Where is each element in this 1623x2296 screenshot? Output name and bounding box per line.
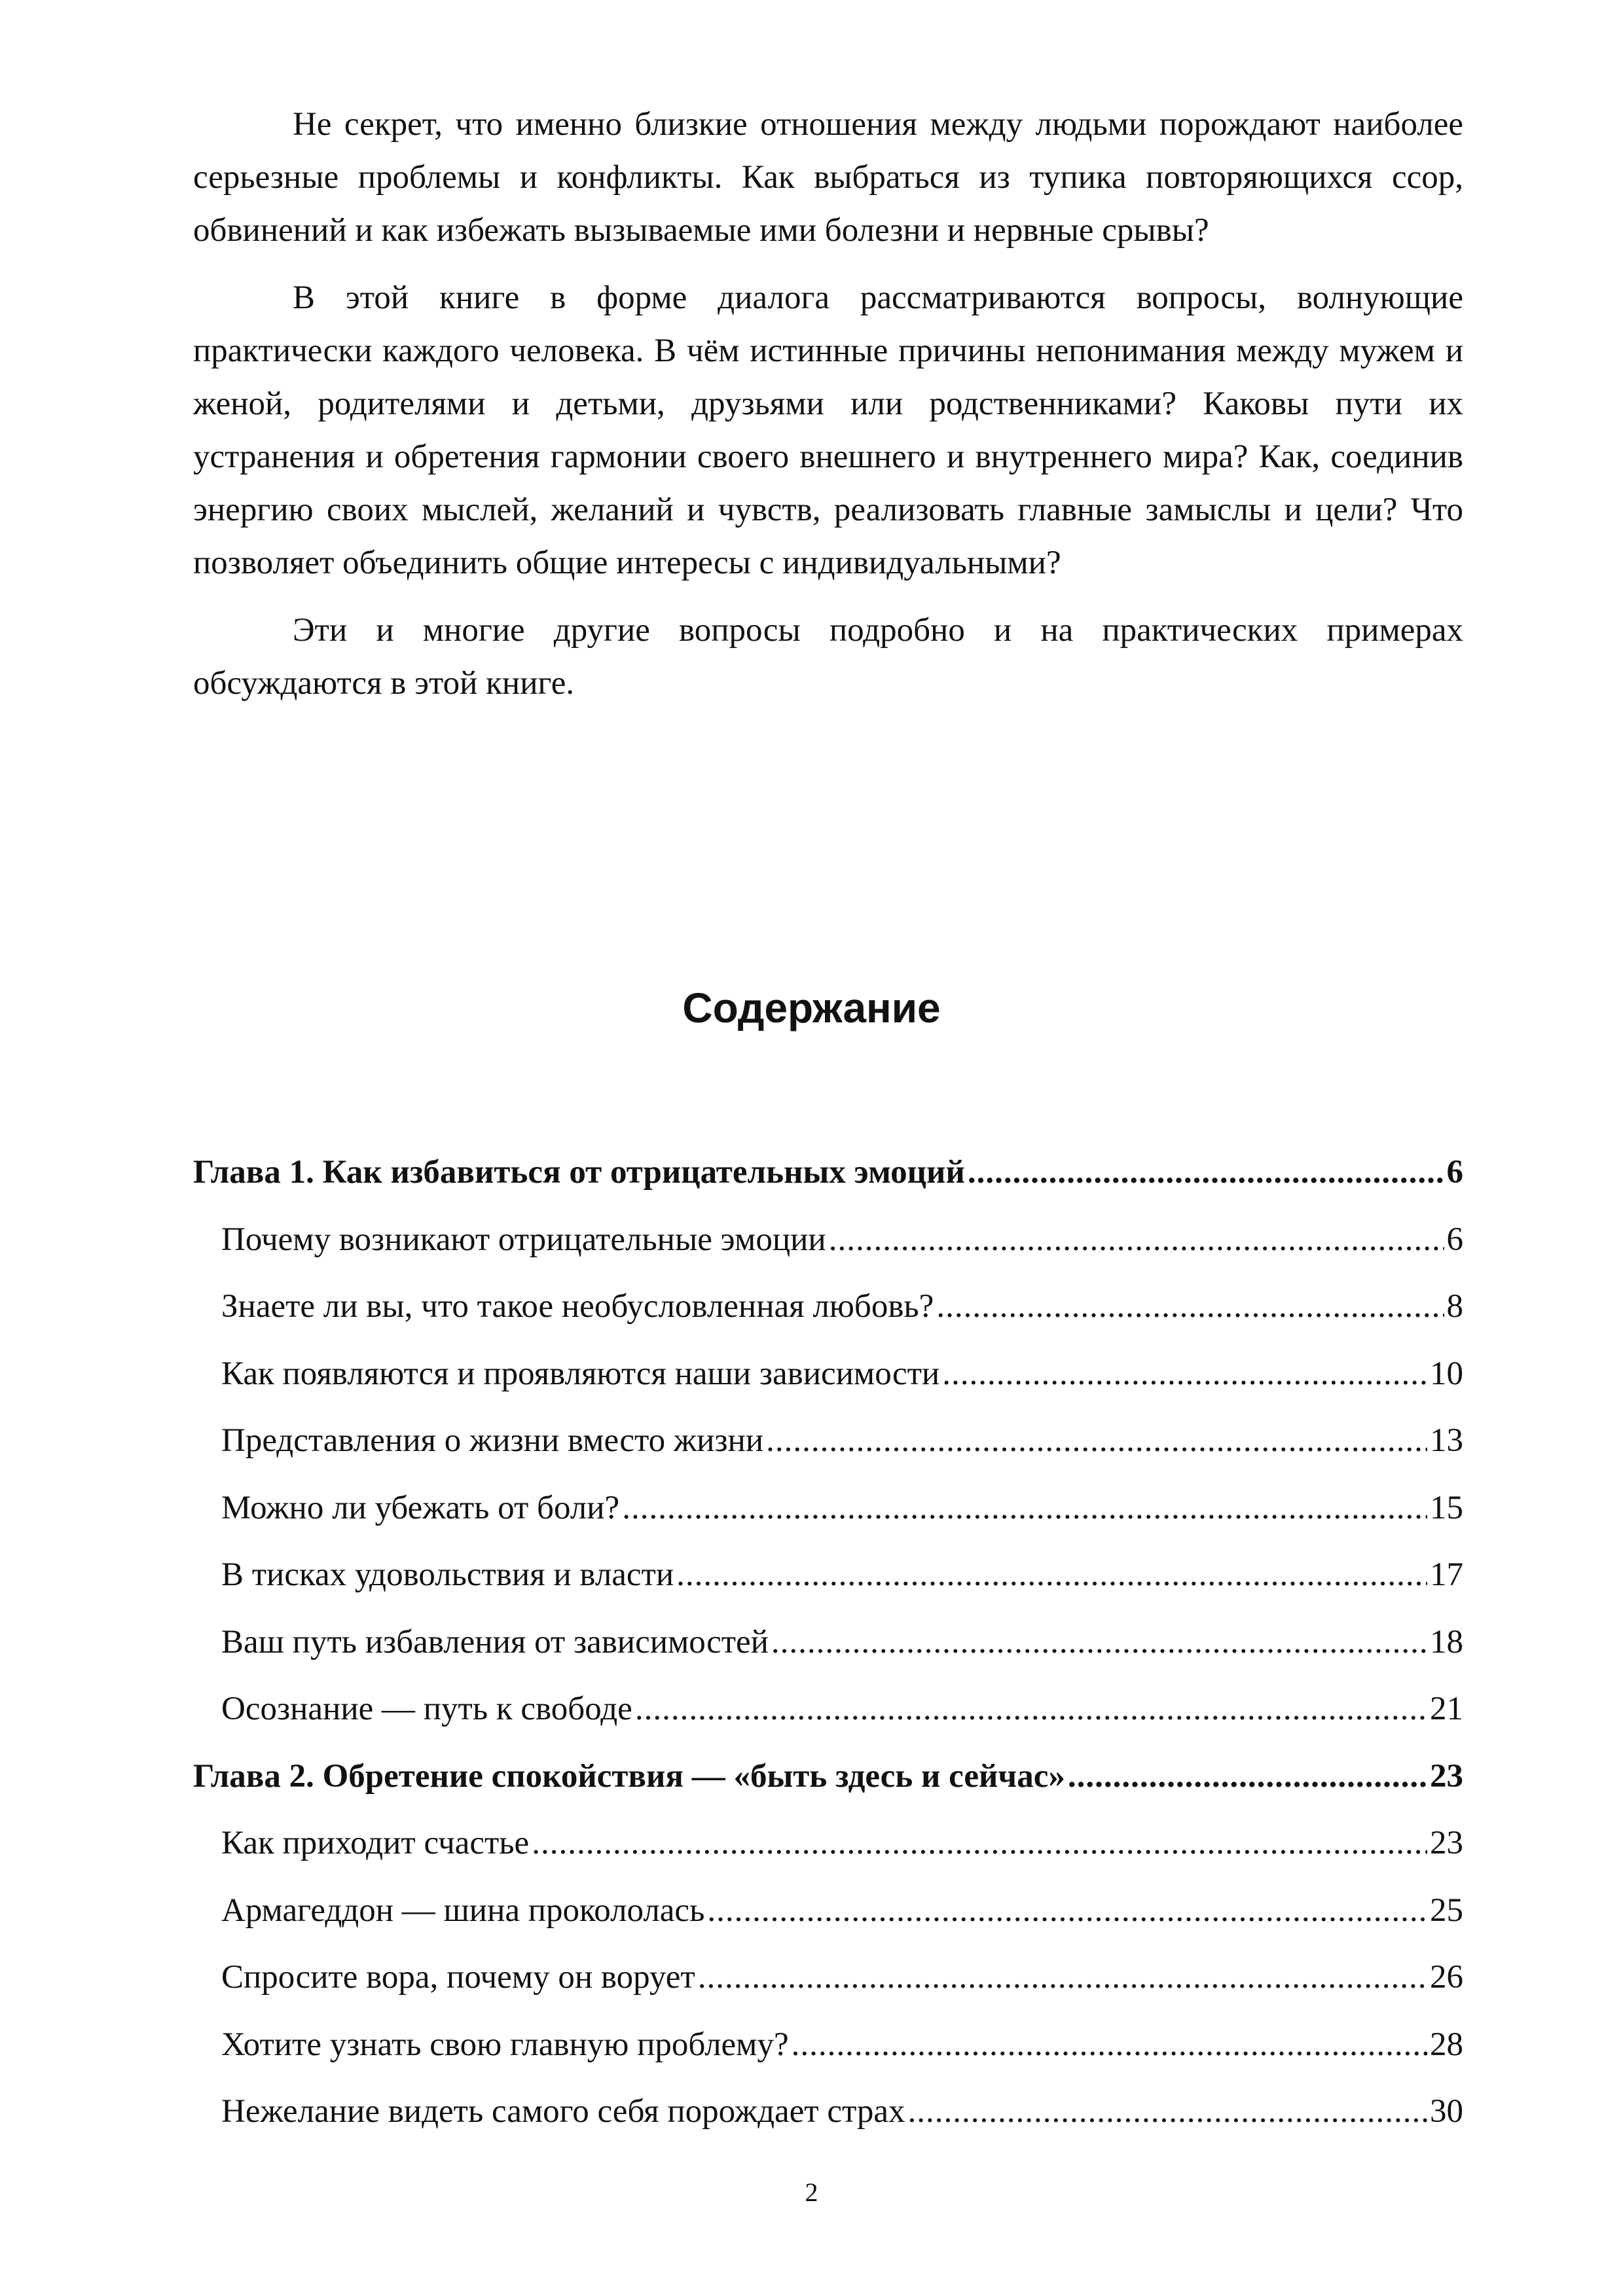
intro-paragraph: Эти и многие другие вопросы подробно и на практических примерах обсуждаются в этой книге. [193, 612, 1463, 702]
toc-entry-page: 26 [1430, 1959, 1463, 1996]
toc-entry-title: Спросите вора, почему он ворует [221, 1959, 695, 1996]
toc-dot-leader [698, 1944, 1427, 2011]
toc-dot-leader [942, 1340, 1427, 1408]
toc-dot-leader [1068, 1743, 1427, 1810]
toc-entry-page: 30 [1430, 2093, 1463, 2130]
toc-entry-page: 10 [1430, 1355, 1463, 1392]
toc-section[interactable] [193, 2078, 1463, 2145]
toc-entry-title: Хотите узнать свою главную проблему? [221, 2026, 789, 2063]
toc-entry-title: Глава 1. Как избавиться от отрицательных эмоций [193, 1154, 965, 1191]
toc-entry-title: Можно ли убежать от боли? [221, 1489, 620, 1526]
page-number: 2 [805, 2178, 818, 2207]
toc-entry-page: 6 [1446, 1221, 1463, 1258]
toc-entry-page: 23 [1430, 1757, 1463, 1795]
toc-entry-title: Как появляются и проявляются наши зависимости [221, 1355, 940, 1392]
toc-dot-leader [829, 1206, 1444, 1274]
toc-dot-leader [707, 1877, 1427, 1945]
toc-entry-page: 25 [1430, 1892, 1463, 1929]
toc-entry-page: 13 [1430, 1422, 1463, 1459]
toc-entry-title: Осознание — путь к свободе [221, 1691, 632, 1727]
toc-section[interactable] [193, 1676, 1463, 1743]
toc-entry-title: Знаете ли вы, что такое необусловленная любовь? [221, 1288, 934, 1325]
toc-dot-leader [936, 1273, 1444, 1340]
intro-text [193, 98, 1463, 725]
toc-entry-page: 17 [1430, 1556, 1463, 1593]
toc-entry-page: 18 [1430, 1623, 1463, 1660]
toc-entry-page: 21 [1430, 1691, 1463, 1727]
table-of-contents [193, 1139, 1463, 2145]
toc-dot-leader [968, 1139, 1444, 1206]
toc-section[interactable] [193, 1944, 1463, 2011]
toc-dot-leader [766, 1407, 1427, 1475]
toc-entry-page: 15 [1430, 1489, 1463, 1526]
toc-section[interactable] [193, 2011, 1463, 2079]
toc-chapter-1[interactable] [193, 1139, 1463, 1206]
toc-entry-title: Нежелание видеть самого себя порождает страх [221, 2093, 905, 2130]
toc-dot-leader [676, 1541, 1427, 1609]
toc-section[interactable] [193, 1877, 1463, 1945]
toc-entry-page: 28 [1430, 2026, 1463, 2063]
toc-chapter-2[interactable] [193, 1743, 1463, 1810]
toc-dot-leader [532, 1810, 1427, 1877]
toc-section[interactable] [193, 1609, 1463, 1676]
intro-paragraph: Не секрет, что именно близкие отношения между людьми порождают наиболее серьезные проблемы и конфликты. Как выбраться из тупика повторяющихся ссор, обвинений и как избежать вызываемые ими болезни и нервные срывы? [193, 106, 1463, 249]
toc-entry-title: Ваш путь избавления от зависимостей [221, 1623, 769, 1660]
toc-section[interactable] [193, 1407, 1463, 1475]
intro-paragraph: В этой книге в форме диалога рассматриваются вопросы, волнующие практически каждого человека. В чём истинные причины непонимания между мужем и женой, родителями и детьми, друзьями или родственниками? Каковы пути их устранения и обретения гармонии своего внешнего и внутреннего мира? Как, соединив энергию своих мыслей, желаний и чувств, реализовать главные замыслы и цели? Что позволяет объединить общие интересы с индивидуальными? [193, 279, 1463, 581]
toc-entry-page: 23 [1430, 1825, 1463, 1861]
toc-entry-page: 8 [1446, 1288, 1463, 1325]
toc-entry-title: В тисках удовольствия и власти [221, 1556, 674, 1593]
toc-entry-title: Армагеддон — шина прокололась [221, 1892, 705, 1929]
toc-entry-page: 6 [1446, 1154, 1463, 1191]
toc-section[interactable] [193, 1541, 1463, 1609]
toc-dot-leader [622, 1475, 1427, 1542]
toc-entry-title: Почему возникают отрицательные эмоции [221, 1221, 826, 1258]
toc-section[interactable] [193, 1273, 1463, 1340]
toc-dot-leader [771, 1609, 1427, 1676]
toc-section[interactable] [193, 1475, 1463, 1542]
toc-dot-leader [908, 2078, 1427, 2145]
toc-dot-leader [635, 1676, 1427, 1743]
toc-section[interactable] [193, 1810, 1463, 1877]
toc-section[interactable] [193, 1340, 1463, 1408]
toc-entry-title: Глава 2. Обретение спокойствия — «быть здесь и сейчас» [193, 1757, 1065, 1795]
toc-title: Содержание [682, 984, 941, 1031]
toc-section[interactable] [193, 1206, 1463, 1274]
toc-entry-title: Представления о жизни вместо жизни [221, 1422, 764, 1459]
toc-dot-leader [792, 2011, 1427, 2079]
toc-entry-title: Как приходит счастье [221, 1825, 530, 1861]
